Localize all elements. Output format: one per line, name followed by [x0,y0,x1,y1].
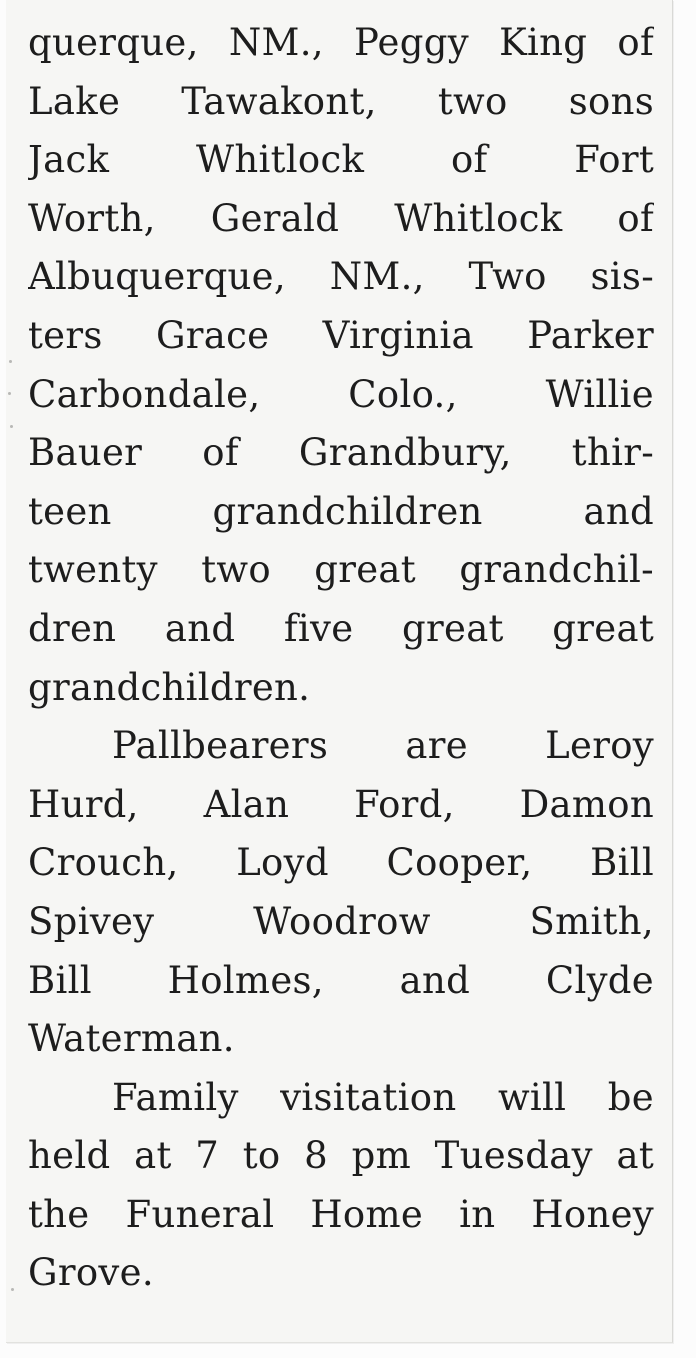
text-line: Hurd, Alan Ford, Damon [28,782,654,826]
text-line: Family visitation will be [112,1075,654,1119]
text-line: querque, NM., Peggy King of [28,21,654,64]
text-line: teen grandchildren and [28,489,654,533]
text-line: held at 7 to 8 pm Tuesday at [28,1134,654,1178]
text-line: Crouch, Loyd Cooper, Bill [28,841,654,885]
text-line: Bauer of Grandbury, thir- [28,431,654,475]
paragraph-pallbearers [28,717,654,1069]
scan-speck [9,360,12,363]
text-line: Pallbearers are Leroy [112,724,654,768]
scan-speck [8,392,11,395]
text-line: Albuquerque, NM., Two sis- [28,255,654,299]
paragraph-visitation [28,1069,654,1303]
newspaper-clipping [6,0,673,1343]
text-line: Lake Tawakont, two sons [28,79,654,123]
text-line: Carbondale, Colo., Willie [28,372,654,416]
text-line: Worth, Gerald Whitlock of [28,196,654,240]
text-line: Waterman. [28,1017,235,1061]
scan-speck [11,1288,14,1291]
text-line: ters Grace Virginia Parker [28,313,654,357]
paragraph-survivors [28,14,654,717]
text-line: the Funeral Home in Honey [28,1192,654,1236]
text-line: dren and five great great [28,606,654,650]
text-line: Jack Whitlock of Fort [28,138,654,182]
text-line: Spivey Woodrow Smith, [28,899,654,943]
obituary-text-column [28,14,654,1303]
text-line: twenty two great grandchil- [28,548,654,592]
scan-speck [10,425,13,428]
text-line: Grove. [28,1251,154,1295]
text-line: grandchildren. [28,665,311,709]
text-line: Bill Holmes, and Clyde [28,958,654,1002]
